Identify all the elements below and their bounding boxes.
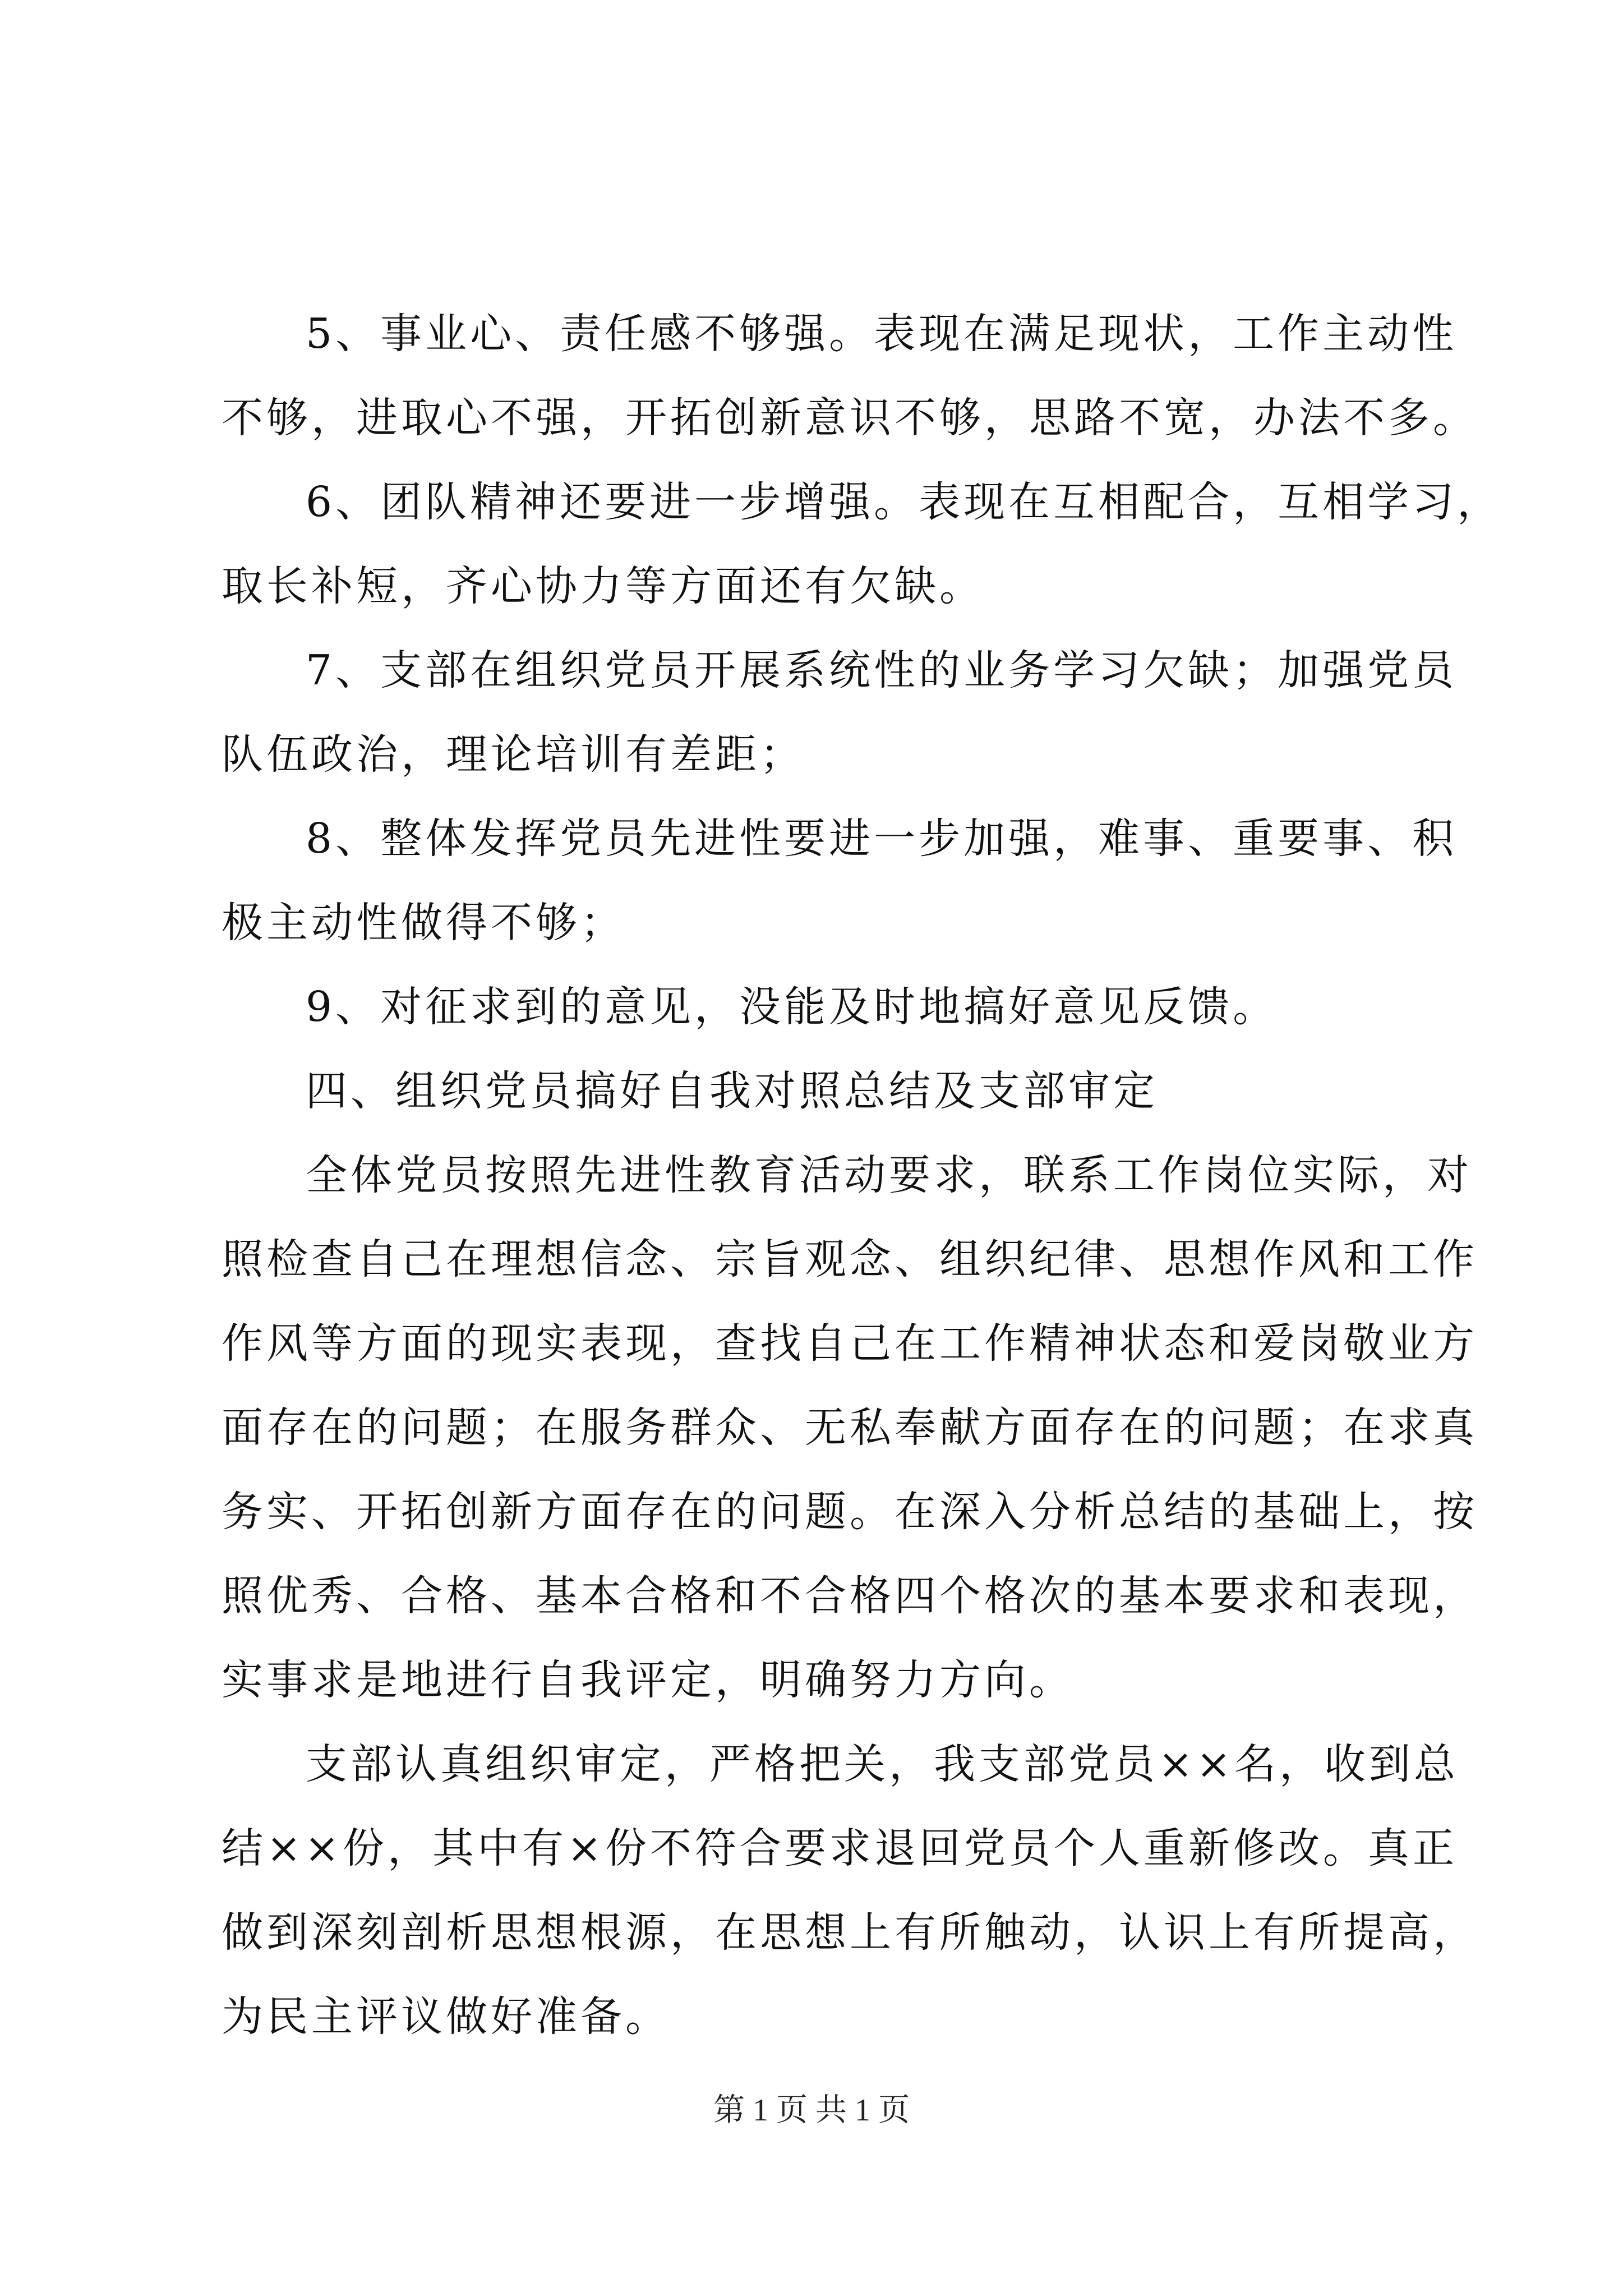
paragraph-line: 5、事业心、责任感不够强。表现在满足现状，工作主动性 (306, 310, 1458, 358)
paragraph-line: 面存在的问题；在服务群众、无私奉献方面存在的问题；在求真 (222, 1404, 1478, 1452)
paragraph-line: 全体党员按照先进性教育活动要求，联系工作岗位实际，对 (306, 1151, 1472, 1199)
paragraph-line: 作风等方面的现实表现，查找自己在工作精神状态和爱岗敬业方 (222, 1319, 1478, 1368)
paragraph-line: 务实、开拓创新方面存在的问题。在深入分析总结的基础上，按 (222, 1488, 1478, 1536)
paragraph-line: 支部认真组织审定，严格把关，我支部党员××名，收到总 (306, 1740, 1459, 1788)
paragraph-line: 7、支部在组织党员开展系统性的业务学习欠缺；加强党员 (306, 646, 1458, 694)
paragraph-line: 取长补短，齐心协力等方面还有欠缺。 (222, 562, 984, 610)
paragraph-line: 做到深刻剖析思想根源，在思想上有所触动，认识上有所提高， (222, 1908, 1478, 1957)
paragraph-line: 队伍政治，理论培训有差距； (222, 730, 805, 779)
paragraph-line: 结××份，其中有×份不符合要求退回党员个人重新修改。真正 (222, 1824, 1458, 1872)
paragraph-line: 6、团队精神还要进一步增强。表现在互相配合，互相学习， (306, 478, 1502, 526)
paragraph-line: 9、对征求到的意见，没能及时地搞好意见反馈。 (306, 983, 1278, 1031)
paragraph-line: 照检查自己在理想信念、宗旨观念、组织纪律、思想作风和工作 (222, 1235, 1478, 1283)
paragraph-line: 照优秀、合格、基本合格和不合格四个格次的基本要求和表现， (222, 1572, 1478, 1620)
section-heading: 四、组织党员搞好自我对照总结及支部审定 (306, 1067, 1158, 1115)
page-footer: 第 1 页 共 1 页 (713, 2093, 910, 2128)
paragraph-line: 8、整体发挥党员先进性要进一步加强，难事、重要事、积 (306, 815, 1458, 863)
paragraph-line: 实事求是地进行自我评定，明确努力方向。 (222, 1656, 1074, 1704)
paragraph-line: 不够，进取心不强，开拓创新意识不够，思路不宽，办法不多。 (222, 394, 1478, 442)
paragraph-line: 极主动性做得不够； (222, 899, 625, 947)
paragraph-line: 为民主评议做好准备。 (222, 1993, 670, 2041)
